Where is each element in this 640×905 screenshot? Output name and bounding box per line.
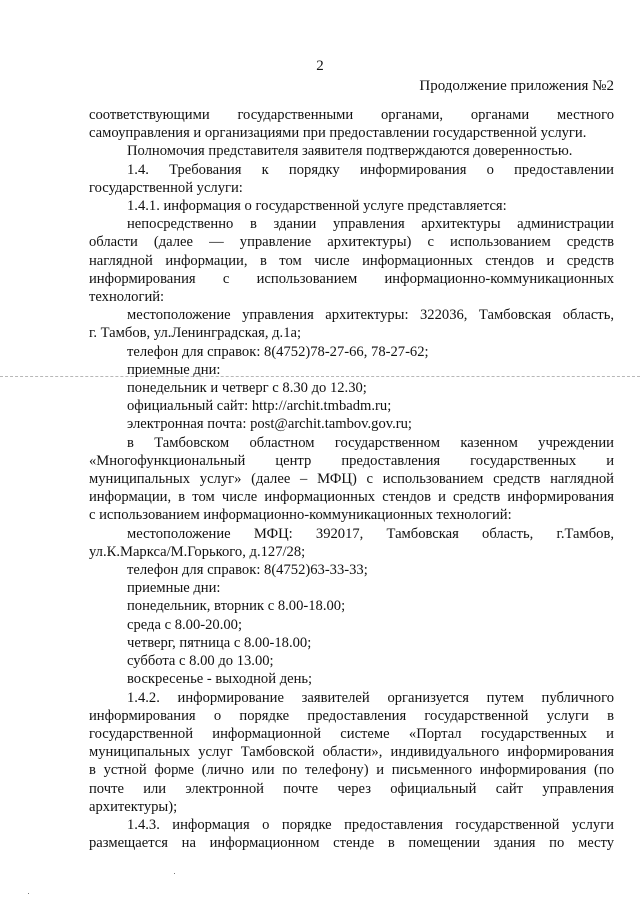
text-line: суббота с 8.00 до 13.00; — [127, 653, 274, 670]
text-line: воскресенье - выходной день; — [127, 671, 313, 688]
text-line: в Тамбовском областном государственном казенном учреждении — [127, 434, 614, 451]
text-line: 1.4. Требования к порядку информирования о предоставлении — [127, 161, 614, 178]
text-line: с использованием информационно-коммуникационных технологий: — [89, 507, 512, 524]
text-line: муниципальных услуг Тамбовской области», индивидуального информирования — [89, 744, 614, 761]
text-line: наглядной информации, в том числе информационных стендов и средств — [89, 252, 614, 269]
text-line: муниципальных услуг» (далее – МФЦ) с использованием средств наглядной — [89, 471, 614, 488]
text-line: 1.4.1. информация о государственной услуге представляется: — [127, 198, 507, 215]
appendix-label: Продолжение приложения №2 — [419, 78, 614, 94]
text-line: 1.4.2. информирование заявителей организуется путем публичного — [127, 689, 614, 706]
text-line: непосредственно в здании управления архитектуры администрации — [127, 216, 614, 233]
text-line: г. Тамбов, ул.Ленинградская, д.1а; — [89, 325, 302, 342]
text-line: понедельник и четверг с 8.30 до 12.30; — [127, 380, 367, 397]
text-line: четверг, пятница с 8.00-18.00; — [127, 634, 312, 651]
text-line: самоуправления и организациями при предоставлении государственной услуги. — [89, 125, 587, 142]
text-line: официальный сайт: http://archit.tmbadm.ru; — [127, 398, 392, 415]
text-line: телефон для справок: 8(4752)78-27-66, 78-27-62; — [127, 343, 429, 360]
text-line: технологий: — [89, 289, 165, 306]
text-line: государственной услуги: — [89, 179, 243, 196]
text-line: почте или электронной почте через официальный сайт управления — [89, 780, 614, 797]
text-line: информации, в том числе информационных стендов и средств информирования — [89, 489, 614, 506]
page-number: 2 — [316, 58, 324, 74]
text-line: телефон для справок: 8(4752)63-33-33; — [127, 562, 368, 579]
text-line: информирования о порядке предоставления государственной услуги в — [89, 707, 614, 724]
text-line: местоположение МФЦ: 392017, Тамбовская область, г.Тамбов, — [127, 525, 614, 542]
text-line: информирования с использованием информационно-коммуникационных — [89, 270, 614, 287]
text-line: области (далее — управление архитектуры) с использованием средств — [89, 234, 614, 251]
document-body — [89, 106, 614, 852]
text-line: «Многофункциональный центр предоставления государственных и — [89, 452, 614, 469]
text-line: в устной форме (лично или по телефону) и письменного информирования (по — [89, 762, 614, 779]
text-line: ул.К.Маркса/М.Горького, д.127/28; — [89, 543, 306, 560]
text-line: Полномочия представителя заявителя подтверждаются доверенностью. — [127, 143, 573, 160]
text-line: среда с 8.00-20.00; — [127, 616, 243, 633]
text-line: понедельник, вторник с 8.00-18.00; — [127, 598, 346, 615]
text-line: электронная почта: post@archit.tambov.gov.ru; — [127, 416, 412, 433]
text-line: архитектуры); — [89, 798, 178, 815]
text-line: соответствующими государственными органами, органами местного — [89, 107, 614, 123]
text-line: размещается на информационном стенде в помещении здания по месту — [89, 835, 614, 852]
scan-speck — [174, 873, 175, 874]
scan-speck — [28, 893, 29, 894]
text-line: 1.4.3. информация о порядке предоставления государственной услуги — [127, 816, 614, 833]
text-line: местоположение управления архитектуры: 322036, Тамбовская область, — [127, 307, 614, 324]
text-line: приемные дни: — [127, 361, 221, 378]
text-line: приемные дни: — [127, 580, 221, 597]
text-line: государственной информационной системе «Портал государственных и — [89, 725, 614, 742]
